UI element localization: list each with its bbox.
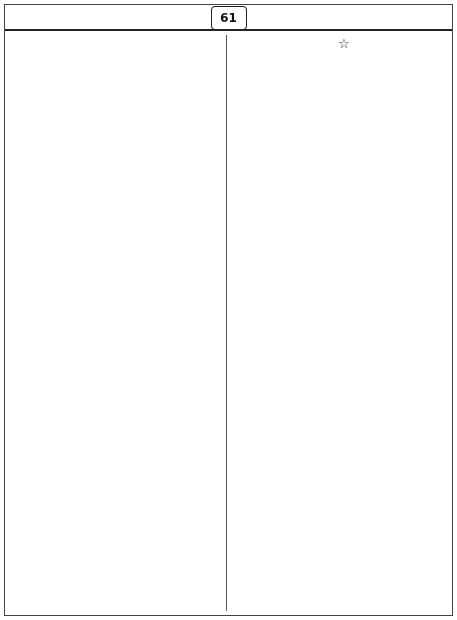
magazine-page	[4, 4, 453, 616]
running-header	[5, 5, 452, 31]
star-separator-icon: ☆	[338, 37, 350, 52]
left-column	[9, 35, 223, 611]
right-column	[236, 35, 448, 611]
page-number-box: 61	[211, 6, 247, 30]
column-divider	[226, 35, 227, 611]
